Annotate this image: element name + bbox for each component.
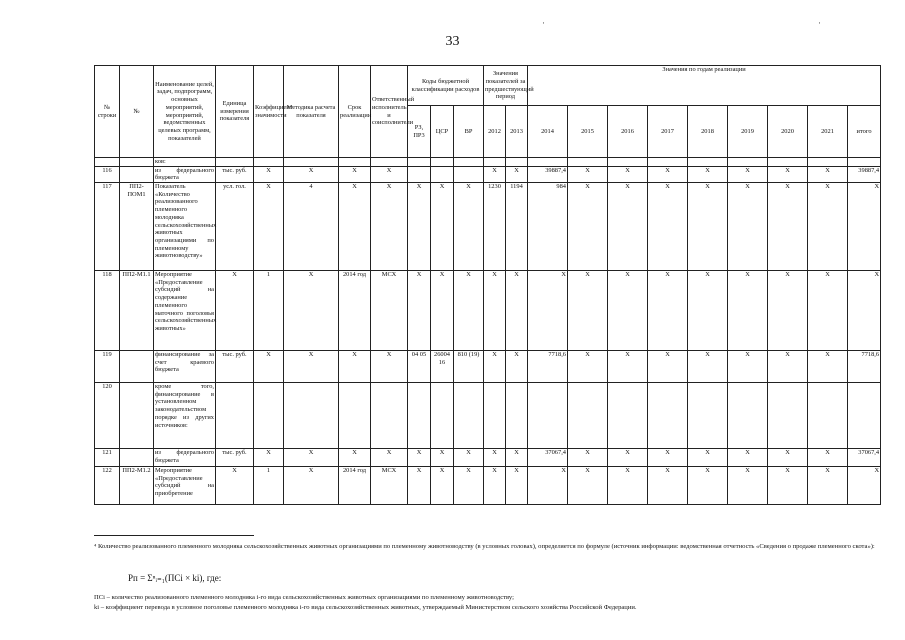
cell-y2015: X bbox=[568, 449, 608, 467]
cell-no: 119 bbox=[95, 351, 120, 383]
cell-csr: X bbox=[431, 449, 454, 467]
cell-y2016: X bbox=[608, 467, 648, 505]
cell-y2017: X bbox=[648, 449, 688, 467]
cell-y2020: X bbox=[768, 271, 808, 351]
cell-code bbox=[120, 383, 154, 449]
cell-y2020: X bbox=[768, 183, 808, 271]
header-budget-group: Коды бюджетной классификации расходов bbox=[408, 66, 484, 106]
table-row bbox=[95, 467, 881, 505]
cell-term: X bbox=[339, 183, 371, 271]
cell-y2019: X bbox=[728, 271, 768, 351]
cell-p2012: X bbox=[484, 467, 506, 505]
cell-unit: тыс. руб. bbox=[216, 351, 254, 383]
cell-y2014: 7718,6 bbox=[528, 351, 568, 383]
cell-code bbox=[120, 166, 154, 182]
cell-p2013 bbox=[506, 158, 528, 167]
cell-y2014: X bbox=[528, 271, 568, 351]
cell-total: 7718,6 bbox=[848, 351, 881, 383]
cell-csr: 26004 16 bbox=[431, 351, 454, 383]
cell-y2017 bbox=[648, 383, 688, 449]
cell-y2019: X bbox=[728, 166, 768, 182]
cell-p2013: X bbox=[506, 467, 528, 505]
cell-y2016: X bbox=[608, 183, 648, 271]
cell-y2017: X bbox=[648, 271, 688, 351]
cell-no: 120 bbox=[95, 383, 120, 449]
cell-y2020 bbox=[768, 383, 808, 449]
header-year-2015: 2015 bbox=[568, 106, 608, 158]
cell-name: финансирование за счет краевого бюджета bbox=[154, 351, 216, 383]
cell-unit bbox=[216, 383, 254, 449]
cell-vr: X bbox=[454, 467, 484, 505]
cell-name: кроме того, финансирование в установленном законодательством порядке из других источников: bbox=[154, 383, 216, 449]
cell-term: 2014 год bbox=[339, 467, 371, 505]
cell-y2019: X bbox=[728, 467, 768, 505]
cell-resp: МСХ bbox=[371, 271, 408, 351]
formula: Рп = Σⁿᵢ₌₁(ПСi × ki), где: bbox=[128, 573, 222, 583]
cell-no: 121 bbox=[95, 449, 120, 467]
cell-name: ков: bbox=[154, 158, 216, 167]
cell-p2013: 1194 bbox=[506, 183, 528, 271]
table-row bbox=[95, 351, 881, 383]
cell-y2018: X bbox=[688, 467, 728, 505]
cell-method bbox=[284, 158, 339, 167]
cell-y2015: X bbox=[568, 351, 608, 383]
header-year-2021: 2021 bbox=[808, 106, 848, 158]
footnote-psi: ПСi – количество реализованного племенного молодняка i-го вида сельскохозяйственных животных организациями по племенному животноводству; bbox=[94, 594, 514, 601]
header-row-no: № строки bbox=[95, 66, 120, 158]
cell-p2012: 1230 bbox=[484, 183, 506, 271]
cell-y2017: X bbox=[648, 183, 688, 271]
header-year-2012: 2012 bbox=[484, 106, 506, 158]
cell-unit: X bbox=[216, 467, 254, 505]
cell-y2019: X bbox=[728, 449, 768, 467]
table-row bbox=[95, 271, 881, 351]
cell-y2020: X bbox=[768, 351, 808, 383]
cell-y2019 bbox=[728, 383, 768, 449]
cell-y2020: X bbox=[768, 449, 808, 467]
cell-no: 117 bbox=[95, 183, 120, 271]
cell-total: X bbox=[848, 467, 881, 505]
header-csr: ЦСР bbox=[431, 106, 454, 158]
cell-csr: X bbox=[431, 183, 454, 271]
cell-resp bbox=[371, 383, 408, 449]
cell-rz bbox=[408, 383, 431, 449]
cell-rz: 04 05 bbox=[408, 351, 431, 383]
cell-y2021: X bbox=[808, 449, 848, 467]
cell-csr bbox=[431, 166, 454, 182]
cell-resp bbox=[371, 158, 408, 167]
page-number: 33 bbox=[445, 34, 460, 49]
cell-term: 2014 год bbox=[339, 271, 371, 351]
header-method: Методика расчета показателя bbox=[284, 66, 339, 158]
cell-y2014 bbox=[528, 158, 568, 167]
cell-y2020: X bbox=[768, 467, 808, 505]
cell-coef: 1 bbox=[254, 467, 284, 505]
cell-y2016: X bbox=[608, 449, 648, 467]
header-term: Срок реализации bbox=[339, 66, 371, 158]
cell-resp: X bbox=[371, 351, 408, 383]
cell-y2016 bbox=[608, 158, 648, 167]
cell-coef: X bbox=[254, 351, 284, 383]
cell-name: из федерального бюджета bbox=[155, 166, 214, 182]
cell-p2012 bbox=[484, 158, 506, 167]
cell-rz bbox=[408, 166, 431, 182]
cell-y2018: X bbox=[688, 271, 728, 351]
cell-p2012: X bbox=[484, 449, 506, 467]
cell-total: 39887,4 bbox=[848, 166, 881, 182]
cell-y2019 bbox=[728, 158, 768, 167]
cell-rz: X bbox=[408, 271, 431, 351]
cell-coef bbox=[254, 158, 284, 167]
cell-p2013 bbox=[506, 383, 528, 449]
cell-code bbox=[120, 351, 154, 383]
cell-resp: МСХ bbox=[371, 467, 408, 505]
cell-total: X bbox=[848, 183, 881, 271]
cell-method bbox=[284, 383, 339, 449]
cell-y2021 bbox=[808, 383, 848, 449]
table-row bbox=[95, 383, 881, 449]
cell-term: X bbox=[339, 449, 371, 467]
cell-y2014: X bbox=[528, 467, 568, 505]
cell-coef: X bbox=[254, 183, 284, 271]
cell-y2016: X bbox=[608, 166, 648, 182]
cell-y2018: X bbox=[688, 449, 728, 467]
header-prev-group: Значения показателей за предшествующий период bbox=[484, 66, 528, 106]
cell-p2012 bbox=[484, 383, 506, 449]
table-row bbox=[95, 449, 881, 467]
cell-y2017: X bbox=[648, 351, 688, 383]
header-name: Наименование целей, задач, подпрограмм, основных мероприятий, мероприятий, ведомственных целевых программ, показателей bbox=[154, 66, 216, 158]
cell-rz: X bbox=[408, 449, 431, 467]
header-vr: ВР bbox=[454, 106, 484, 158]
footnote-rule bbox=[94, 535, 254, 536]
cell-coef bbox=[254, 383, 284, 449]
cell-y2017: X bbox=[648, 467, 688, 505]
header-rz: РЗ, ПР3 bbox=[408, 106, 431, 158]
cell-unit: тыс. руб. bbox=[216, 166, 254, 182]
cell-name: Мероприятие «Предоставление субсидий на содержание племенного маточного поголовья сельскохозяйственных животных» bbox=[154, 271, 216, 351]
cell-y2016: X bbox=[608, 351, 648, 383]
cell-coef: X bbox=[254, 166, 284, 182]
cell-p2012: X bbox=[484, 271, 506, 351]
cell-y2015 bbox=[568, 158, 608, 167]
cell-y2015: X bbox=[568, 467, 608, 505]
cell-vr: X bbox=[454, 183, 484, 271]
cell-name: из федерального бюджета bbox=[154, 449, 216, 467]
cell-p2013: X bbox=[506, 351, 528, 383]
cell-method: X bbox=[284, 449, 339, 467]
cell-code: ПП2-ПОМ1 bbox=[120, 183, 154, 271]
header-total: итого bbox=[848, 106, 881, 158]
cell-vr: 810 (19) bbox=[454, 351, 484, 383]
cell-y2021 bbox=[808, 158, 848, 167]
cell-p2013: X bbox=[506, 449, 528, 467]
cell-y2015: X bbox=[568, 166, 608, 182]
footnote-text: ⁴ Количество реализованного племенного молодняка сельскохозяйственных животных организациями по племенному животноводству (в условных головах), определяется по формуле (источник информации: ведомственная отчетность «Сведения о продаже племенного скота»): bbox=[94, 543, 875, 550]
table-row bbox=[95, 166, 881, 182]
cell-method: X bbox=[284, 271, 339, 351]
cell-y2020 bbox=[768, 158, 808, 167]
cell-y2021: X bbox=[808, 166, 848, 182]
header-unit: Единица измерения показателя bbox=[216, 66, 254, 158]
cell-coef: 1 bbox=[254, 271, 284, 351]
cell-y2019: X bbox=[728, 351, 768, 383]
cell-csr bbox=[431, 158, 454, 167]
cell-method: X bbox=[284, 351, 339, 383]
table-row bbox=[95, 183, 881, 271]
cell-y2016: X bbox=[608, 271, 648, 351]
cell-no: 116 bbox=[95, 166, 120, 182]
cell-p2012: X bbox=[484, 166, 506, 182]
header-years-group: Значения по годам реализации bbox=[528, 66, 881, 106]
cell-code bbox=[120, 158, 154, 167]
cell-csr bbox=[431, 383, 454, 449]
cell-total bbox=[848, 158, 881, 167]
cell-vr bbox=[454, 166, 484, 182]
header-year-2018: 2018 bbox=[688, 106, 728, 158]
cell-y2021: X bbox=[808, 351, 848, 383]
cell-total bbox=[848, 383, 881, 449]
cell-p2012: X bbox=[484, 351, 506, 383]
header-year-2017: 2017 bbox=[648, 106, 688, 158]
cell-name: Мероприятие «Предоставление субсидий на приобретение bbox=[154, 467, 216, 505]
cell-y2015: X bbox=[568, 271, 608, 351]
header-year-2020: 2020 bbox=[768, 106, 808, 158]
table-row bbox=[95, 158, 881, 167]
cell-total: 37067,4 bbox=[848, 449, 881, 467]
cell-y2019: X bbox=[728, 183, 768, 271]
header-code: № bbox=[120, 66, 154, 158]
cell-y2021: X bbox=[808, 183, 848, 271]
header-year-2014: 2014 bbox=[528, 106, 568, 158]
cell-y2018: X bbox=[688, 166, 728, 182]
cell-rz: X bbox=[408, 183, 431, 271]
cell-y2014 bbox=[528, 383, 568, 449]
cell-no: 118 bbox=[95, 271, 120, 351]
cell-y2017: X bbox=[648, 166, 688, 182]
cell-resp: X bbox=[371, 166, 408, 182]
cell-csr: X bbox=[431, 467, 454, 505]
cell-y2021: X bbox=[808, 467, 848, 505]
cell-y2018: X bbox=[688, 351, 728, 383]
cell-y2018: X bbox=[688, 183, 728, 271]
cell-code bbox=[120, 449, 154, 467]
cell-vr bbox=[454, 158, 484, 167]
cell-no: 122 bbox=[95, 467, 120, 505]
cell-unit bbox=[216, 158, 254, 167]
header-year-2013: 2013 bbox=[506, 106, 528, 158]
cell-y2018 bbox=[688, 158, 728, 167]
cell-term: X bbox=[339, 166, 371, 182]
cell-coef: X bbox=[254, 449, 284, 467]
cell-name: Показатель «Количество реализованного племенного молодняка сельскохозяйственных животных организациями по племенному животноводству» bbox=[154, 183, 216, 271]
cell-no bbox=[95, 158, 120, 167]
cell-term: X bbox=[339, 351, 371, 383]
cell-y2015: X bbox=[568, 183, 608, 271]
cell-y2014: 984 bbox=[528, 183, 568, 271]
cell-method: X bbox=[284, 467, 339, 505]
scan-dot: · bbox=[542, 18, 545, 28]
cell-y2017 bbox=[648, 158, 688, 167]
cell-unit: X bbox=[216, 271, 254, 351]
cell-unit: усл. гол. bbox=[216, 183, 254, 271]
header-coef: Коэффициент значимости bbox=[254, 66, 284, 158]
cell-term bbox=[339, 158, 371, 167]
cell-vr bbox=[454, 383, 484, 449]
cell-rz bbox=[408, 158, 431, 167]
cell-y2016 bbox=[608, 383, 648, 449]
cell-vr: X bbox=[454, 449, 484, 467]
cell-p2013: X bbox=[506, 166, 528, 182]
cell-total: X bbox=[848, 271, 881, 351]
cell-code: ПП2-М1.1 bbox=[120, 271, 154, 351]
cell-code: ПП2-М1.2 bbox=[120, 467, 154, 505]
cell-y2021: X bbox=[808, 271, 848, 351]
cell-y2014: 37067,4 bbox=[528, 449, 568, 467]
cell-resp: X bbox=[371, 183, 408, 271]
cell-y2018 bbox=[688, 383, 728, 449]
cell-method: X bbox=[284, 166, 339, 182]
footnote-ki: ki – коэффициент перевода в условное поголовье племенного молодняка i-го вида сельскохозяйственных животных, утверждаемый Министерством сельского хозяйства Российской Федерации. bbox=[94, 604, 637, 611]
header-resp: Ответственный исполнитель и соисполнители bbox=[371, 66, 408, 158]
cell-rz: X bbox=[408, 467, 431, 505]
cell-y2020: X bbox=[768, 166, 808, 182]
cell-method: 4 bbox=[284, 183, 339, 271]
cell-term bbox=[339, 383, 371, 449]
header-year-2019: 2019 bbox=[728, 106, 768, 158]
cell-y2015 bbox=[568, 383, 608, 449]
cell-y2014: 39887,4 bbox=[528, 166, 568, 182]
cell-p2013: X bbox=[506, 271, 528, 351]
indicators-table bbox=[94, 65, 881, 505]
cell-vr: X bbox=[454, 271, 484, 351]
cell-resp: X bbox=[371, 449, 408, 467]
scan-dot: · bbox=[818, 18, 821, 28]
cell-unit: тыс. руб. bbox=[216, 449, 254, 467]
header-year-2016: 2016 bbox=[608, 106, 648, 158]
cell-csr: X bbox=[431, 271, 454, 351]
